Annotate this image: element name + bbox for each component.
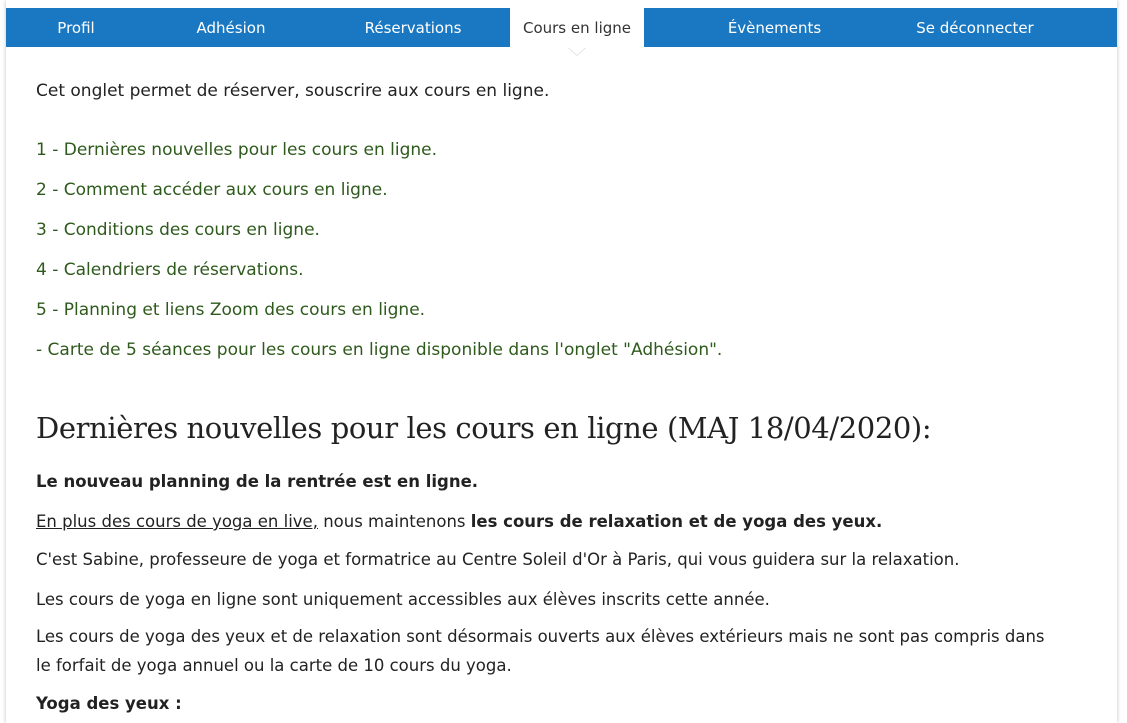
live-courses-link[interactable]: En plus des cours de yoga en live, (36, 512, 318, 531)
main-tab-bar (6, 8, 1117, 47)
tab-se-deconnecter[interactable]: Se déconnecter (916, 18, 1034, 37)
page-frame (6, 0, 1117, 723)
tab-adhesion[interactable]: Adhésion (196, 18, 266, 37)
news-sabine-paragraph: C'est Sabine, professeure de yoga et formatrice au Centre Soleil d'Or à Paris, qui vous guidera sur la relaxation. (36, 550, 960, 569)
toc-item-access[interactable]: 2 - Comment accéder aux cours en ligne. (36, 180, 388, 200)
table-of-contents (36, 137, 722, 377)
eyes-yoga-heading: Yoga des yeux : (36, 694, 182, 713)
news-open-paragraph (36, 622, 1096, 680)
live-bold-text: les cours de relaxation et de yoga des yeux. (470, 512, 883, 531)
toc-item-planning[interactable]: 5 - Planning et liens Zoom des cours en ligne. (36, 300, 426, 320)
tab-cours-en-ligne[interactable]: Cours en ligne (510, 8, 644, 47)
tab-reservations[interactable]: Réservations (364, 18, 462, 37)
tab-profil[interactable]: Profil (57, 18, 95, 37)
toc-item-card[interactable]: - Carte de 5 séances pour les cours en ligne disponible dans l'onglet "Adhésion". (36, 340, 723, 360)
news-open-line-2: le forfait de yoga annuel ou la carte de 10 cours du yoga. (36, 656, 512, 675)
intro-text: Cet onglet permet de réserver, souscrire aux cours en ligne. (36, 81, 550, 101)
tab-evenements[interactable]: Évènements (727, 18, 822, 37)
news-headline: Le nouveau planning de la rentrée est en ligne. (36, 472, 479, 491)
news-access-paragraph: Les cours de yoga en ligne sont uniquement accessibles aux élèves inscrits cette année. (36, 590, 770, 609)
toc-item-conditions[interactable]: 3 - Conditions des cours en ligne. (36, 220, 320, 240)
toc-item-calendars[interactable]: 4 - Calendriers de réservations. (36, 260, 304, 280)
news-live-paragraph (36, 507, 1096, 536)
live-mid-text: nous maintenons (317, 512, 471, 531)
news-section-title: Dernières nouvelles pour les cours en ligne (MAJ 18/04/2020): (36, 411, 932, 445)
news-open-line-1: Les cours de yoga des yeux et de relaxation sont désormais ouverts aux élèves extérieurs mais ne sont pas compris dans (36, 627, 1045, 646)
toc-item-news[interactable]: 1 - Dernières nouvelles pour les cours en ligne. (36, 140, 438, 160)
